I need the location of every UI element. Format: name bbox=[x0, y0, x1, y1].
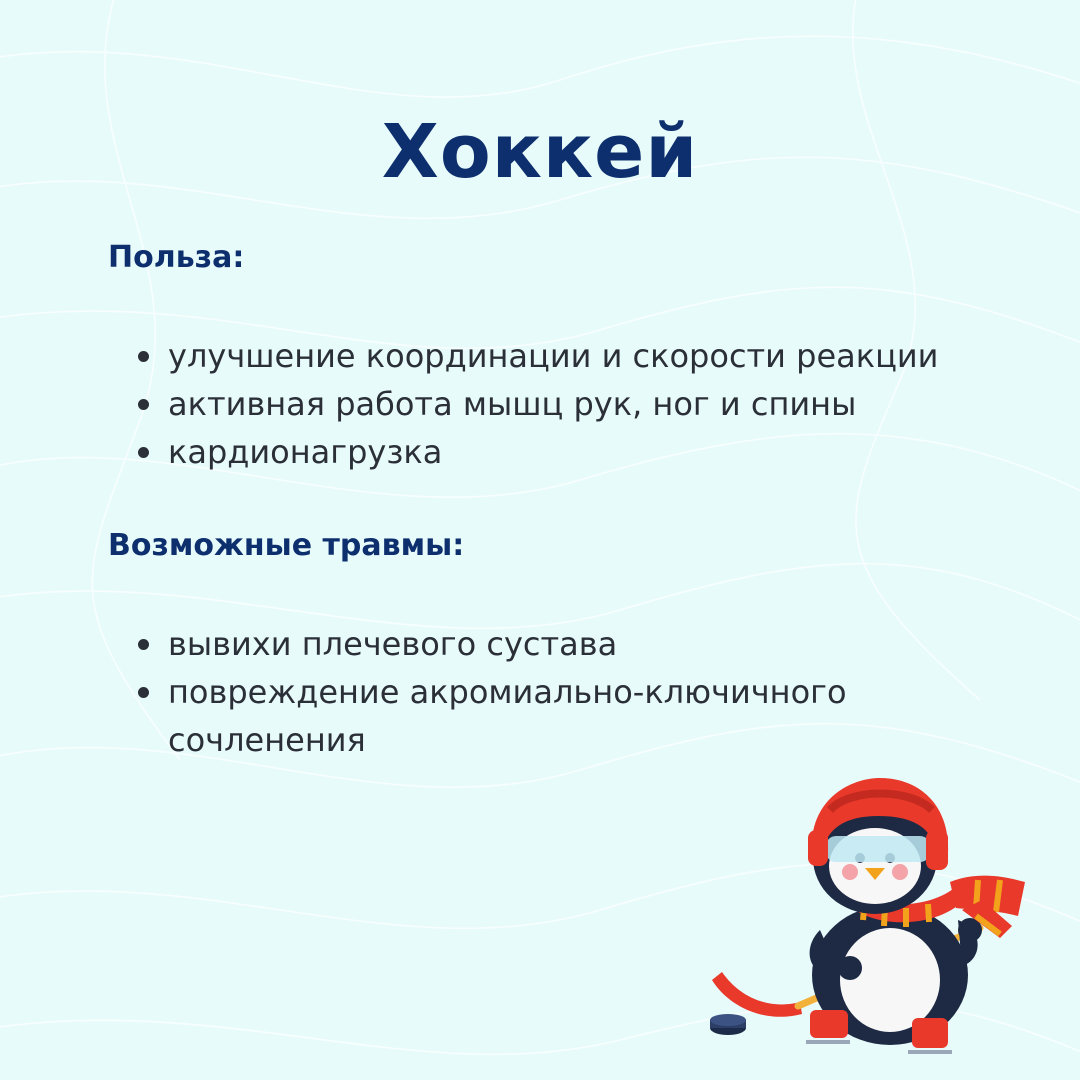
penguin-body bbox=[806, 905, 982, 1052]
list-item-text: активная работа мышц рук, ног и спины bbox=[168, 385, 857, 423]
page-title: Хоккей bbox=[381, 109, 699, 195]
bullet-icon bbox=[138, 447, 149, 458]
list-item-text: кардионагрузка bbox=[168, 433, 443, 471]
benefits-list bbox=[138, 332, 968, 476]
bullet-icon bbox=[138, 399, 149, 410]
injuries-list bbox=[138, 620, 968, 764]
bullet-icon bbox=[138, 687, 149, 698]
injuries-heading: Возможные травмы: bbox=[108, 528, 465, 563]
list-item-text: повреждение акромиально-ключичного сочленения bbox=[168, 673, 847, 759]
list-item bbox=[138, 620, 968, 668]
bullet-icon bbox=[138, 639, 149, 650]
list-item bbox=[138, 380, 968, 428]
list-item-text: вывихи плечевого сустава bbox=[168, 625, 618, 663]
list-item bbox=[138, 428, 968, 476]
benefits-heading: Польза: bbox=[108, 240, 245, 275]
list-item-text: улучшение координации и скорости реакции bbox=[168, 337, 939, 375]
list-item bbox=[138, 668, 968, 764]
bullet-icon bbox=[138, 351, 149, 362]
penguin-hockey-player-illustration bbox=[700, 770, 1040, 1070]
puck-icon bbox=[710, 1014, 746, 1035]
list-item bbox=[138, 332, 968, 380]
